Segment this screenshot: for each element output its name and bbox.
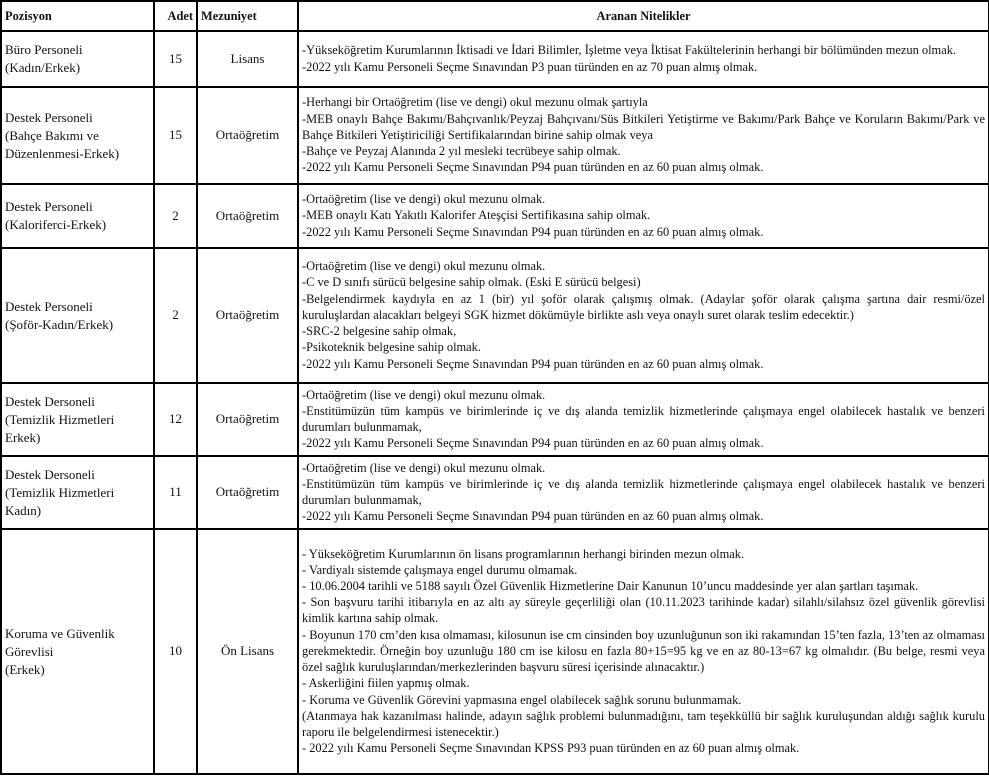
education-cell: Ortaöğretim: [197, 456, 298, 529]
position-line: Destek Personeli: [5, 298, 93, 314]
requirement-item: -Herhangi bir Ortaöğretim (lise ve dengi) okul mezunu olmak şartıyla: [302, 95, 648, 110]
education-cell: Ön Lisans: [197, 529, 298, 774]
education-cell: Ortaöğretim: [197, 184, 298, 248]
header-position: Pozisyon: [1, 1, 154, 31]
count-cell: 15: [154, 87, 197, 184]
requirement-item: - Koruma ve Güvenlik Görevini yapmasına engel olabilecek sağlık sorunu bulunmamak.: [302, 692, 742, 707]
position-cell: [1, 31, 154, 87]
education-cell: Ortaöğretim: [197, 383, 298, 456]
requirement-item: -Yükseköğretim Kurumlarının İktisadi ve İdari Bilimler, İşletme veya İktisat Fakültelerinin herhangi bir bölümünden mezun olmak.: [302, 43, 956, 58]
position-cell: [1, 456, 154, 529]
table-row: [1, 87, 989, 184]
requirement-item: -2022 yılı Kamu Personeli Seçme Sınavından P94 puan türünden en az 60 puan almış olmak.: [302, 436, 764, 451]
requirement-item: -SRC-2 belgesine sahip olmak,: [302, 324, 457, 339]
table-row: [1, 248, 989, 383]
table-row: [1, 31, 989, 87]
count-cell: 10: [154, 529, 197, 774]
header-education: Mezuniyet: [197, 1, 298, 31]
count-cell: 11: [154, 456, 197, 529]
position-cell: [1, 383, 154, 456]
position-line: (Erkek): [5, 661, 45, 677]
count-cell: 15: [154, 31, 197, 87]
requirement-item: - Son başvuru tarihi itibarıyla en az altı ay süreyle geçerliliği olan (10.11.2023 tarihinde kadar) silahlı/silahsız özel güvenlik görevlisi kimlik kartına sahip olmak.: [302, 595, 985, 626]
requirement-item: -Ortaöğretim (lise ve dengi) okul mezunu olmak.: [302, 192, 546, 207]
requirement-item: -2022 yılı Kamu Personeli Seçme Sınavından P3 puan türünden en az 70 puan almış olmak.: [302, 59, 758, 74]
position-line: Görevlisi: [5, 643, 54, 659]
position-line: (Kadın/Erkek): [5, 60, 81, 75]
header-count: Adet: [154, 1, 197, 31]
position-cell: [1, 184, 154, 248]
requirement-item: -2022 yılı Kamu Personeli Seçme Sınavından P94 puan türünden en az 60 puan almış olmak.: [302, 356, 764, 371]
table-header-row: [1, 1, 989, 31]
requirement-item: -MEB onaylı Bahçe Bakımı/Bahçıvanlık/Peyzaj Bahçıvanı/Süs Bitkileri Yetiştirme ve Bakımı/Park Bahçe ve Koruların Bakımı/Park ve Bahçe Bitkileri Yetiştiriciliği Sertifikalarından birine sahip olmak veya: [302, 111, 985, 142]
position-line: Destek Dersoneli: [5, 466, 95, 482]
requirement-item: -Enstitümüzün tüm kampüs ve birimlerinde iç ve dış alanda temizlik hizmetlerinde çalışmaya engel olabilecek hastalık ve benzeri durumları bulunmamak,: [302, 476, 985, 507]
requirement-item: - 2022 yılı Kamu Personeli Seçme Sınavından KPSS P93 puan türünden en az 60 puan almış olmak.: [302, 741, 800, 756]
requirements-cell: [298, 383, 989, 456]
requirement-item: -Ortaöğretim (lise ve dengi) okul mezunu olmak.: [302, 259, 546, 274]
position-cell: [1, 248, 154, 383]
position-line: Düzenlenmesi-Erkek): [5, 145, 120, 161]
header-requirements: Aranan Nitelikler: [298, 1, 989, 31]
requirement-item: - Yükseköğretim Kurumlarının ön lisans programlarının herhangi birinden mezun olmak.: [302, 546, 745, 561]
requirement-item: -Enstitümüzün tüm kampüs ve birimlerinde iç ve dış alanda temizlik hizmetlerinde çalışmaya engel olabilecek hastalık ve benzeri durumları bulunmamak,: [302, 403, 985, 434]
count-cell: 2: [154, 184, 197, 248]
requirement-item: -Ortaöğretim (lise ve dengi) okul mezunu olmak.: [302, 460, 546, 475]
requirement-item: - Boyunun 170 cm’den kısa olmaması, kilosunun ise cm cinsinden boy uzunluğunun son iki rakamından 15’ten fazla, 13’ten az olmaması gerekmektedir. Örneğin boy uzunluğu 180 cm ise kilosu en fazla 80+15=95 kg ve en az 80-13=67 kg olmalıdır. (Bu belge, resmi veya özel sağlık kuruluşlarından/merkezlerinden başvuru süresi içerisinde alınacaktır.): [302, 627, 985, 675]
table-row: [1, 456, 989, 529]
position-line: (Şoför-Kadın/Erkek): [5, 316, 114, 332]
table-row: [1, 383, 989, 456]
requirement-item: - 10.06.2004 tarihli ve 5188 sayılı Özel Güvenlik Hizmetlerine Dair Kanunun 10’uncu maddesinde yer alan şartları taşımak.: [302, 579, 919, 594]
requirement-item: -MEB onaylı Katı Yakıtlı Kalorifer Ateşçisi Sertifikasına sahip olmak.: [302, 208, 651, 223]
education-cell: Ortaöğretim: [197, 248, 298, 383]
requirements-cell: [298, 184, 989, 248]
position-line: Büro Personeli: [5, 42, 83, 57]
education-cell: Lisans: [197, 31, 298, 87]
position-line: (Temizlik Hizmetleri: [5, 411, 115, 427]
education-cell: Ortaöğretim: [197, 87, 298, 184]
requirements-cell: [298, 248, 989, 383]
position-line: Koruma ve Güvenlik: [5, 625, 115, 641]
position-line: Destek Dersoneli: [5, 393, 95, 409]
requirements-cell: [298, 456, 989, 529]
requirement-item: -Belgelendirmek kaydıyla en az 1 (bir) yıl şoför olarak çalışmış olmak. (Adaylar şoför olarak çalışma şartına dair resmi/özel kuruluşlardan alacakları belgeyi SGK hizmet dökümüyle birlikte aslı veya onaylı suret olarak teslim edecektir.): [302, 291, 985, 322]
table-row: [1, 184, 989, 248]
requirements-cell: [298, 87, 989, 184]
position-line: Erkek): [5, 429, 41, 445]
requirement-item: - Askerliğini fiilen yapmış olmak.: [302, 676, 470, 691]
position-cell: [1, 87, 154, 184]
requirement-item: -Ortaöğretim (lise ve dengi) okul mezunu olmak.: [302, 387, 546, 402]
position-line: (Kaloriferci-Erkek): [5, 217, 107, 232]
requirement-item: -2022 yılı Kamu Personeli Seçme Sınavından P94 puan türünden en az 60 puan almış olmak.: [302, 509, 764, 524]
requirement-item: (Atanmaya hak kazanılması halinde, adayın sağlık problemi bulunmadığını, tam teşekküllü bir sağlık kuruluşundan aldığı sağlık kurulu raporu ile belgelendirmesi istenecektir.): [302, 708, 985, 739]
count-cell: 2: [154, 248, 197, 383]
requirement-item: - Vardiyalı sistemde çalışmaya engel durumu olmamak.: [302, 562, 578, 577]
position-line: Destek Personeli: [5, 199, 93, 214]
position-line: Destek Personeli: [5, 109, 93, 125]
requirement-item: -Psikoteknik belgesine sahip olmak.: [302, 340, 481, 355]
requirement-item: -Bahçe ve Peyzaj Alanında 2 yıl mesleki tecrübeye sahip olmak.: [302, 144, 621, 159]
position-line: (Bahçe Bakımı ve: [5, 127, 99, 143]
requirements-cell: [298, 529, 989, 774]
requirement-item: -C ve D sınıfı sürücü belgesine sahip olmak. (Eski E sürücü belgesi): [302, 275, 641, 290]
requirement-item: -2022 yılı Kamu Personeli Seçme Sınavından P94 puan türünden en az 60 puan almış olmak.: [302, 224, 764, 239]
requirements-cell: [298, 31, 989, 87]
count-cell: 12: [154, 383, 197, 456]
position-cell: [1, 529, 154, 774]
requirement-item: -2022 yılı Kamu Personeli Seçme Sınavından P94 puan türünden en az 60 puan almış olmak.: [302, 160, 764, 175]
position-line: Kadın): [5, 502, 42, 518]
table-row: [1, 529, 989, 774]
position-line: (Temizlik Hizmetleri: [5, 484, 115, 500]
